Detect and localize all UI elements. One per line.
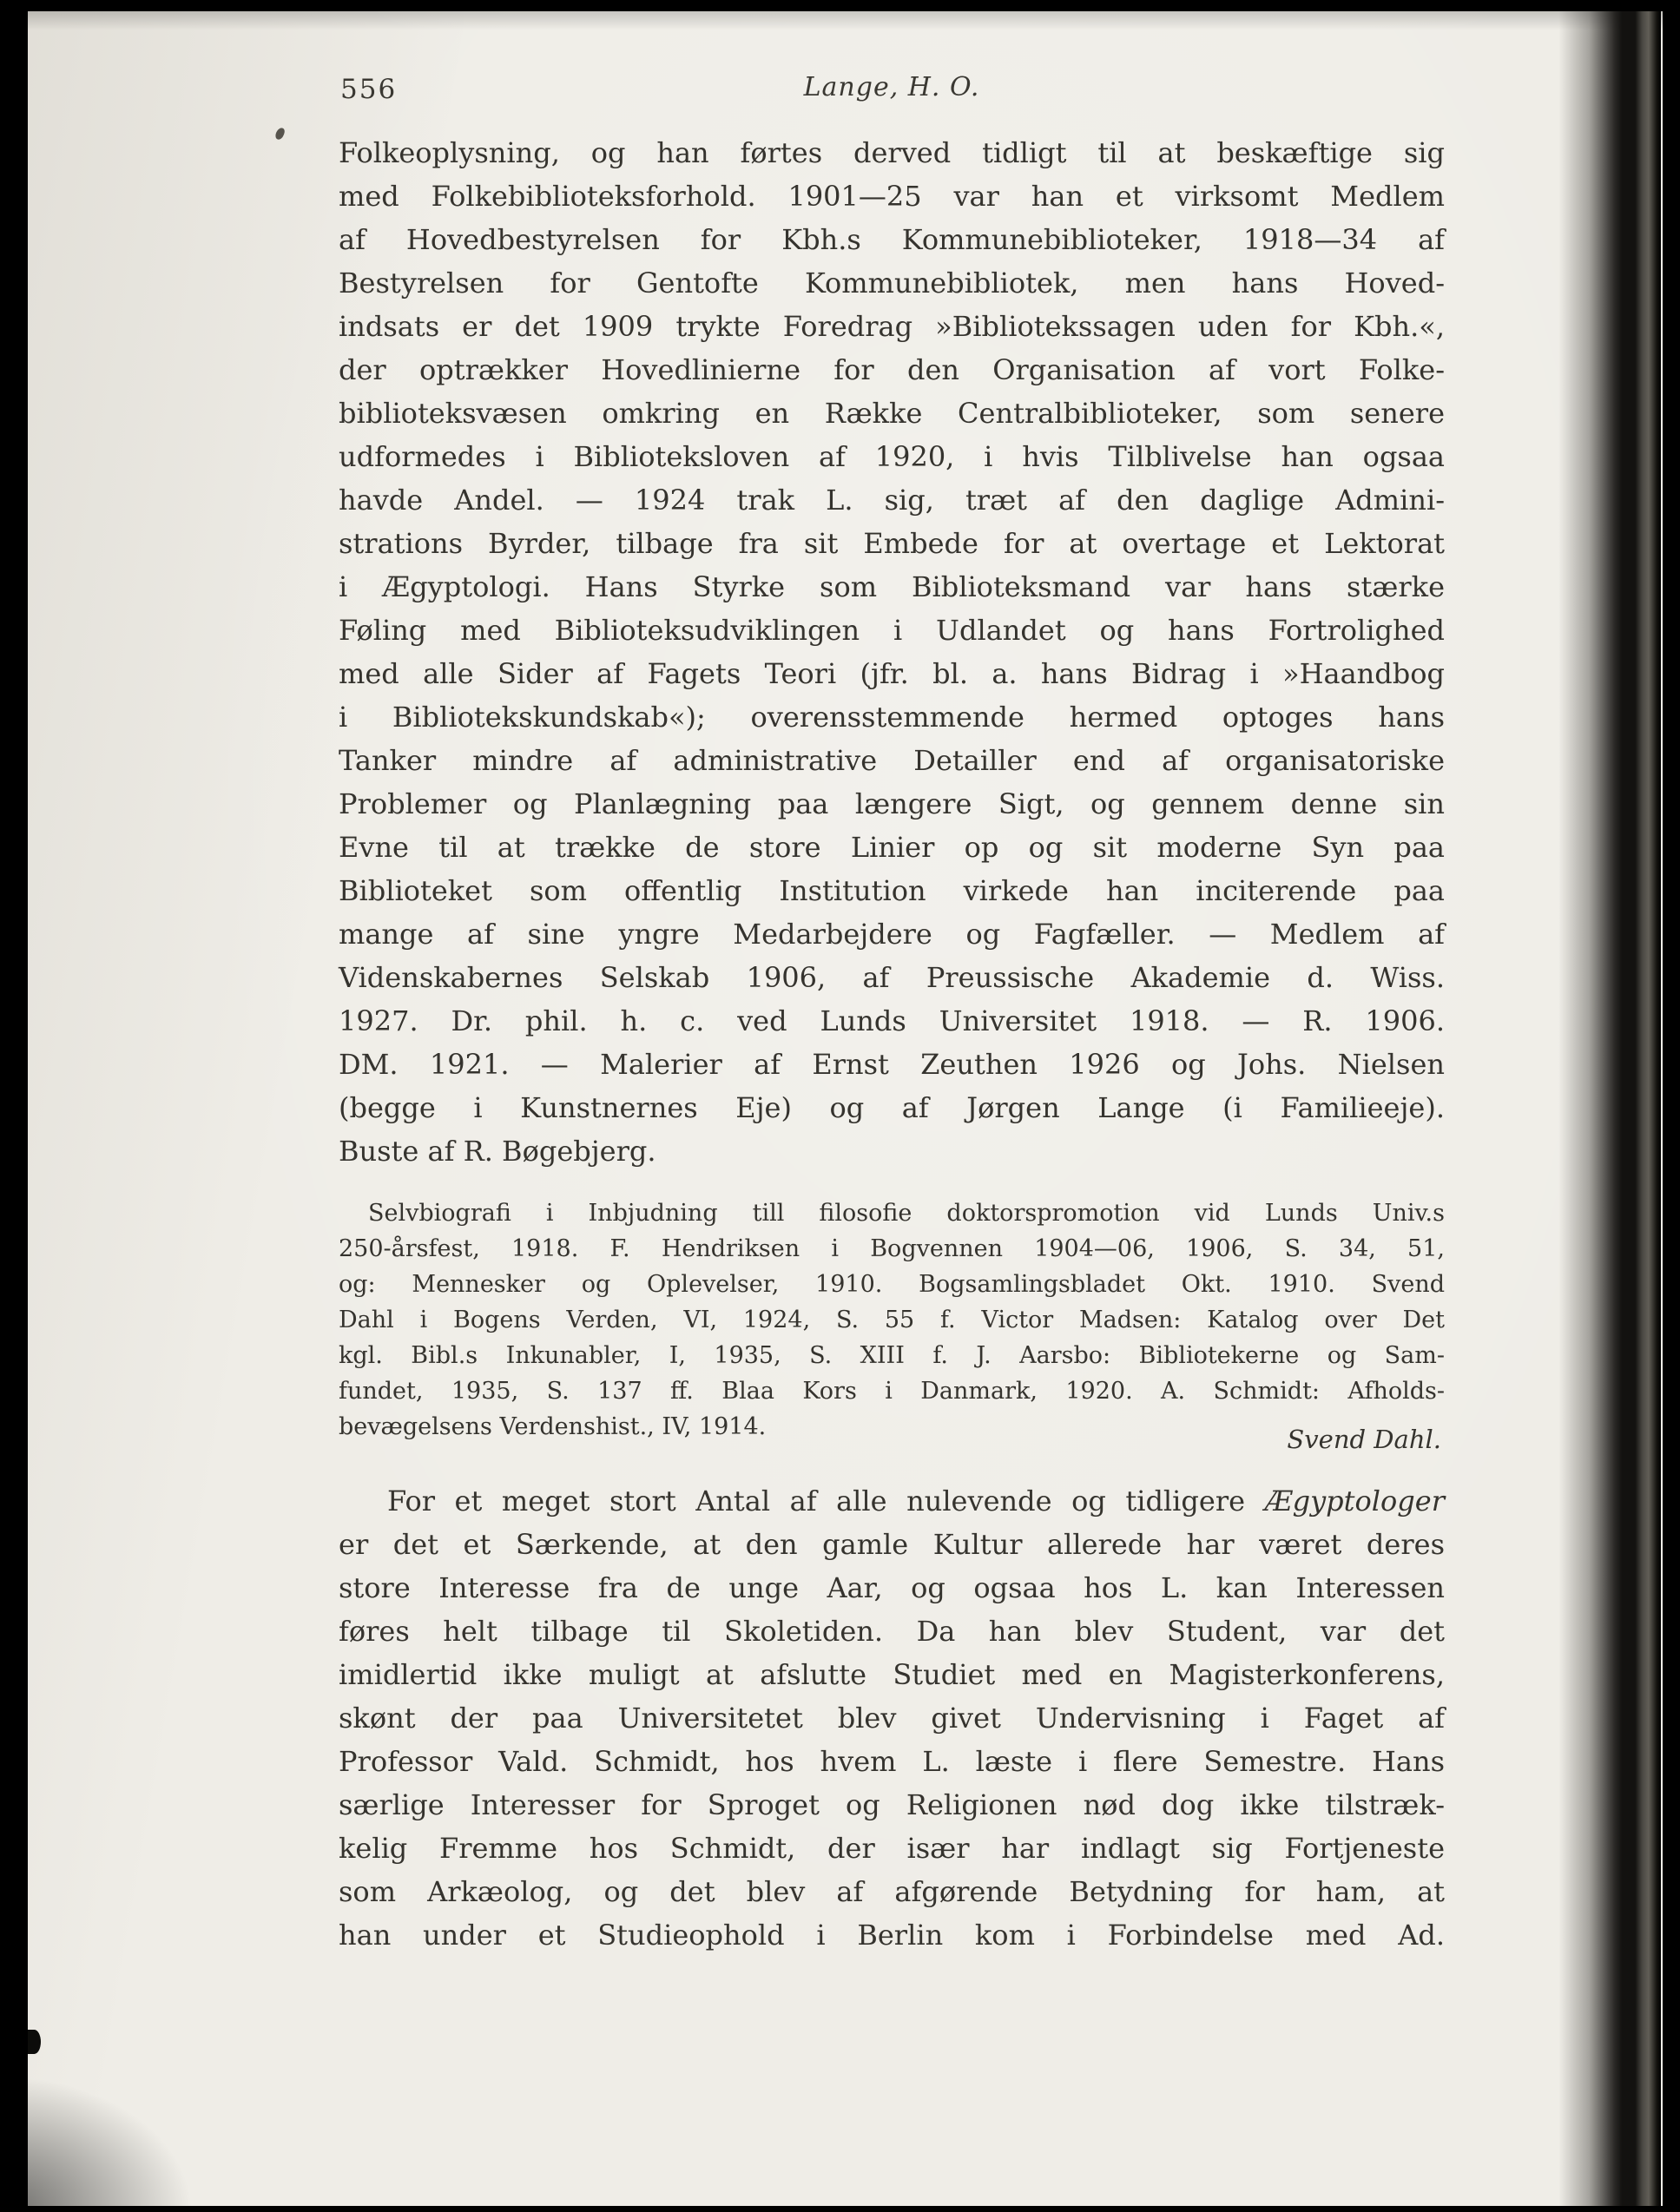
book-gutter-shadow xyxy=(1558,0,1661,2212)
text-line: af Hovedbestyrelsen for Kbh.s Kommunebiblioteker, 1918—34 af xyxy=(339,223,1445,256)
text-line: strations Byrder, tilbage fra sit Embede for at overtage et Lektorat xyxy=(339,527,1445,560)
text-line: er det et Særkende, at den gamle Kultur allerede har været deres xyxy=(339,1528,1445,1561)
text-line: Problemer og Planlægning paa længere Sigt, og gennem denne sin xyxy=(339,787,1445,820)
text-line: som Arkæolog, og det blev af afgørende Betydning for ham, at xyxy=(339,1875,1445,1908)
corner-shadow xyxy=(0,2064,208,2212)
book-page xyxy=(28,11,1680,2212)
text-line: bevægelsens Verdenshist., IV, 1914. xyxy=(339,1413,767,1440)
body-paragraph-continued xyxy=(339,131,1445,1173)
text-line: Tanker mindre af administrative Detailler end af organisatoriske xyxy=(339,744,1445,777)
text-line: skønt der paa Universitetet blev givet Undervisning i Faget af xyxy=(339,1702,1445,1735)
page-number: 556 xyxy=(340,74,398,105)
text-line: med Folkebiblioteksforhold. 1901—25 var han et virksomt Medlem xyxy=(339,180,1445,213)
ink-speck xyxy=(274,127,286,141)
text-line: Bestyrelsen for Gentofte Kommunebibliotek, men hans Hoved- xyxy=(339,267,1445,300)
text-line: fundet, 1935, S. 137 ff. Blaa Kors i Danmark, 1920. A. Schmidt: Afholds- xyxy=(339,1378,1445,1405)
text-column xyxy=(339,11,1445,1957)
text-line: der optrækker Hovedlinierne for den Organisation af vort Folke- xyxy=(339,353,1445,386)
text-line: store Interesse fra de unge Aar, og ogsaa hos L. kan Interessen xyxy=(339,1571,1445,1604)
text-line: i Ægyptologi. Hans Styrke som Biblioteksmand var hans stærke xyxy=(339,570,1445,603)
text-line: Buste af R. Bøgebjerg. xyxy=(339,1135,656,1168)
text-line: Evne til at trække de store Linier op og sit moderne Syn paa xyxy=(339,831,1445,864)
text-line: kgl. Bibl.s Inkunabler, I, 1935, S. XIII f. J. Aarsbo: Bibliotekerne og Sam- xyxy=(339,1342,1445,1369)
text-line: Selvbiografi i Inbjudning till filosofie doktorspromotion vid Lunds Univ.s xyxy=(368,1200,1445,1227)
text-line: Videnskabernes Selskab 1906, af Preussische Akademie d. Wiss. xyxy=(339,961,1445,994)
photo-edge-top xyxy=(0,0,1680,11)
text-line: havde Andel. — 1924 trak L. sig, træt af den daglige Admini- xyxy=(339,484,1445,517)
text-line: i Bibliotekskundskab«); overensstemmende hermed optoges hans xyxy=(339,701,1445,734)
photo-edge-left xyxy=(0,0,28,2212)
text-line: Professor Vald. Schmidt, hos hvem L. læste i flere Semestre. Hans xyxy=(339,1745,1445,1778)
text-line: føres helt tilbage til Skoletiden. Da han blev Student, var det xyxy=(339,1615,1445,1648)
text-line: imidlertid ikke muligt at afslutte Studiet med en Magisterkonferens, xyxy=(339,1658,1445,1691)
text-line: biblioteksvæsen omkring en Række Centralbiblioteker, som senere xyxy=(339,397,1445,430)
text-line: og: Mennesker og Oplevelser, 1910. Bogsamlingsbladet Okt. 1910. Svend xyxy=(339,1271,1445,1298)
bibliography-paragraph xyxy=(339,1195,1445,1445)
body-paragraph-next-entry xyxy=(339,1479,1445,1957)
text-line: 1927. Dr. phil. h. c. ved Lunds Universitet 1918. — R. 1906. xyxy=(339,1004,1445,1037)
photo-edge-bottom xyxy=(0,2206,1680,2212)
text-line: indsats er det 1909 trykte Foredrag »Bibliotekssagen uden for Kbh.«, xyxy=(339,310,1445,343)
text-line: For et meget stort Antal af alle nulevende og tidligere Ægyptologer xyxy=(387,1485,1445,1517)
text-line: Folkeoplysning, og han førtes derved tidligt til at beskæftige sig xyxy=(339,136,1445,169)
text-line: med alle Sider af Fagets Teori (jfr. bl. a. hans Bidrag i »Haandbog xyxy=(339,657,1445,690)
text-line: han under et Studieophold i Berlin kom i Forbindelse med Ad. xyxy=(339,1919,1445,1952)
text-line: kelig Fremme hos Schmidt, der især har indlagt sig Fortjeneste xyxy=(339,1832,1445,1865)
text-line: mange af sine yngre Medarbejdere og Fagfæller. — Medlem af xyxy=(339,918,1445,951)
text-line: særlige Interesser for Sproget og Religionen nød dog ikke tilstræk- xyxy=(339,1788,1445,1821)
text-line: (begge i Kunstnernes Eje) og af Jørgen Lange (i Familieeje). xyxy=(339,1091,1445,1124)
page-edge-nick xyxy=(28,2030,41,2054)
text-line: Biblioteket som offentlig Institution virkede han inciterende paa xyxy=(339,874,1445,907)
text-line: 250-årsfest, 1918. F. Hendriksen i Bogvennen 1904—06, 1906, S. 34, 51, xyxy=(339,1235,1445,1262)
text-line: Føling med Biblioteksudviklingen i Udlandet og hans Fortrolighed xyxy=(339,614,1445,647)
author-signature: Svend Dahl. xyxy=(1287,1425,1441,1454)
photo-edge-right xyxy=(1663,0,1680,2212)
text-line: DM. 1921. — Malerier af Ernst Zeuthen 1926 og Johs. Nielsen xyxy=(339,1048,1445,1081)
text-line: Dahl i Bogens Verden, VI, 1924, S. 55 f. Victor Madsen: Katalog over Det xyxy=(339,1307,1445,1333)
running-header: Lange, H. O. xyxy=(803,72,980,102)
page-header xyxy=(339,72,1445,109)
text-line: udformedes i Biblioteksloven af 1920, i hvis Tilblivelse han ogsaa xyxy=(339,440,1445,473)
